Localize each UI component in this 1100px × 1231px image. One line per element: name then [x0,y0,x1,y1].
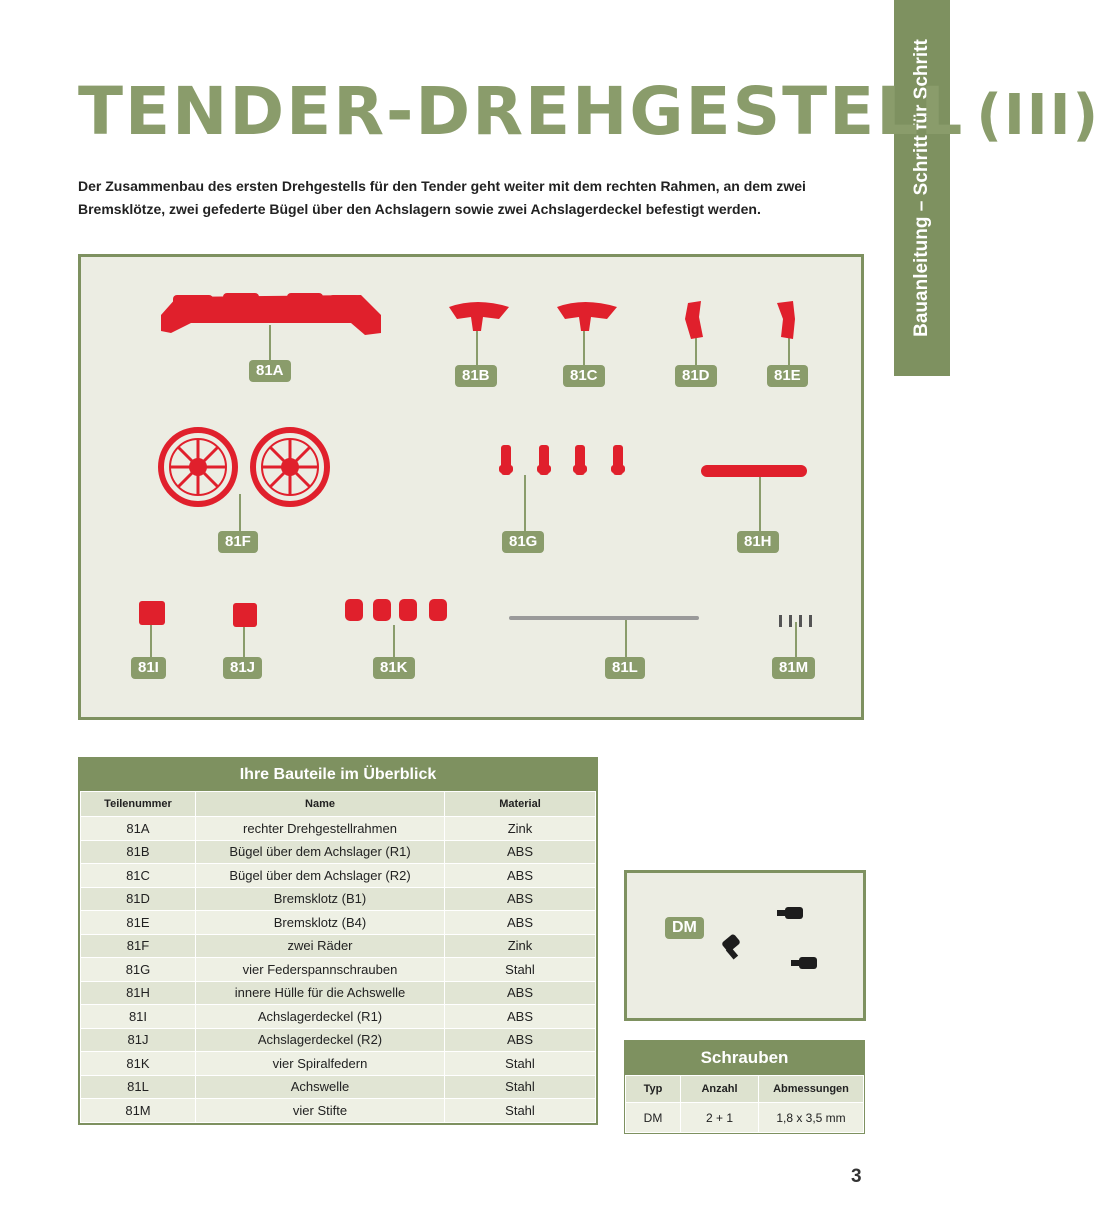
part-material-cell: Stahl [445,1052,596,1076]
section-side-tab [894,0,950,376]
part-material-cell: Zink [445,934,596,958]
table-row [626,1103,864,1133]
table-row [81,1099,596,1123]
part-label-81m: 81M [772,657,815,679]
part-label-81b: 81B [455,365,497,387]
table-row [81,887,596,911]
side-tab-label: Bauanleitung – Schritt für Schritt [911,39,932,337]
part-name-cell: Bremsklotz (B1) [196,887,445,911]
part-name-cell: Bügel über dem Achslager (R2) [196,864,445,888]
part-label-81i: 81I [131,657,166,679]
part-name-cell: rechter Drehgestellrahmen [196,817,445,841]
part-number-cell: 81E [81,911,196,935]
table-row [81,1005,596,1029]
intro-text: Der Zusammenbau des ersten Drehgestells für den Tender geht weiter mit dem rechten Rahmen, an dem zwei Bremsklötze, zwei gefederte Bügel über den Achslagern sowie zwei Achslagerdeckel befestigt werden. [78,178,806,217]
column-header-anzahl: Anzahl [681,1076,759,1103]
screws-photo [624,870,866,1021]
part-number-cell: 81M [81,1099,196,1123]
column-header-typ: Typ [626,1076,681,1103]
part-material-cell: ABS [445,840,596,864]
table-row [81,1052,596,1076]
table-row [81,864,596,888]
part-name-cell: Achslagerdeckel (R2) [196,1028,445,1052]
part-label-81a: 81A [249,360,291,382]
part-name-cell: vier Federspannschrauben [196,958,445,982]
part-number-cell: 81D [81,887,196,911]
parts-table-header-row [81,792,596,817]
part-label-81j: 81J [223,657,262,679]
part-label-81h: 81H [737,531,779,553]
title-main: TENDER-DREHGESTELL [78,73,965,150]
part-label-81d: 81D [675,365,717,387]
part-name-cell: Bremsklotz (B4) [196,911,445,935]
part-name-cell: zwei Räder [196,934,445,958]
screws-illustration [627,873,863,1018]
part-material-cell: ABS [445,981,596,1005]
part-number-cell: 81C [81,864,196,888]
parts-table-title: Ihre Bauteile im Überblick [80,759,596,791]
parts-overview-table [78,757,598,1125]
table-row [81,958,596,982]
part-material-cell: ABS [445,1005,596,1029]
part-number-cell: 81B [81,840,196,864]
part-name-cell: innere Hülle für die Achswelle [196,981,445,1005]
part-name-cell: vier Stifte [196,1099,445,1123]
page-title [78,72,1100,156]
part-label-81k: 81K [373,657,415,679]
column-header-name: Name [196,792,445,817]
page-number: 3 [851,1166,862,1187]
parts-photo [78,254,864,720]
part-material-cell: ABS [445,887,596,911]
part-material-cell: Stahl [445,1099,596,1123]
screw-size-cell: 1,8 x 3,5 mm [759,1103,864,1133]
part-material-cell: ABS [445,864,596,888]
part-number-cell: 81G [81,958,196,982]
part-number-cell: 81J [81,1028,196,1052]
screw-label-dm: DM [665,917,704,939]
table-row [81,934,596,958]
part-number-cell: 81H [81,981,196,1005]
part-material-cell: Zink [445,817,596,841]
part-number-cell: 81F [81,934,196,958]
column-header-material: Material [445,792,596,817]
column-header-teilenummer: Teilenummer [81,792,196,817]
table-row [81,817,596,841]
part-number-cell: 81A [81,817,196,841]
column-header-abmessungen: Abmessungen [759,1076,864,1103]
screws-table-header-row [626,1076,864,1103]
part-label-81g: 81G [502,531,544,553]
table-row [81,981,596,1005]
part-number-cell: 81L [81,1075,196,1099]
part-number-cell: 81I [81,1005,196,1029]
table-row [81,1028,596,1052]
table-row [81,1075,596,1099]
screw-count-cell: 2 + 1 [681,1103,759,1133]
part-material-cell: Stahl [445,1075,596,1099]
part-label-81c: 81C [563,365,605,387]
part-material-cell: ABS [445,1028,596,1052]
part-label-81l: 81L [605,657,645,679]
part-name-cell: Achswelle [196,1075,445,1099]
part-material-cell: Stahl [445,958,596,982]
screws-table-title: Schrauben [625,1041,864,1075]
screw-type-cell: DM [626,1103,681,1133]
title-sub: (III) [976,83,1100,148]
part-name-cell: Achslagerdeckel (R1) [196,1005,445,1029]
table-row [81,911,596,935]
part-label-81f: 81F [218,531,258,553]
part-material-cell: ABS [445,911,596,935]
part-number-cell: 81K [81,1052,196,1076]
part-name-cell: Bügel über dem Achslager (R1) [196,840,445,864]
part-label-81e: 81E [767,365,808,387]
table-row [81,840,596,864]
parts-illustration [81,257,861,717]
part-name-cell: vier Spiralfedern [196,1052,445,1076]
screws-table [624,1040,865,1134]
